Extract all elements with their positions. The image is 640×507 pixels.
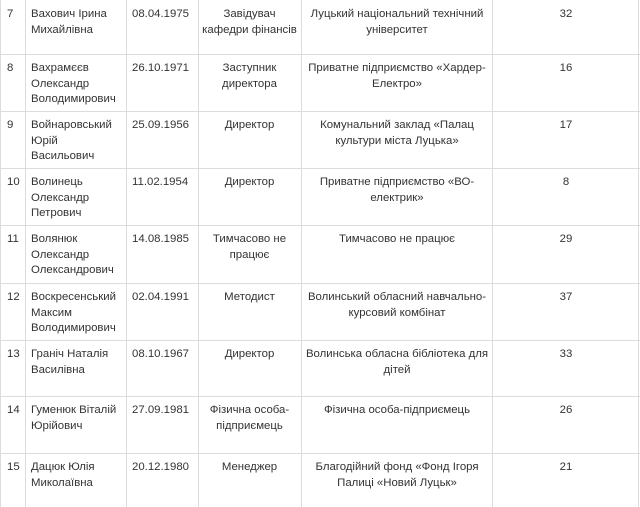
- cell-number: 14: [7, 404, 20, 416]
- cell-workplace: Благодійний фонд «Фонд Ігоря Палиці «Новий Луцьк»: [315, 461, 479, 489]
- table-row: [0, 340, 640, 396]
- table-row: [0, 453, 640, 507]
- cell-name: Граніч Наталія Василівна: [31, 348, 109, 376]
- cell-position: Директор: [224, 348, 275, 360]
- cell-name: Воскресенський Максим Володимирович: [31, 291, 116, 334]
- cell-number: 12: [7, 291, 20, 303]
- cell-workplace: Фізична особа-підприємець: [323, 404, 471, 416]
- table-row: [0, 283, 640, 340]
- cell-workplace: Комунальний заклад «Палац культури міста Луцька»: [320, 119, 474, 147]
- cell-count: 8: [562, 176, 570, 188]
- cell-count: 16: [559, 62, 573, 74]
- cell-birth-date: 11.02.1954: [132, 176, 189, 188]
- cell-count: 29: [559, 233, 573, 245]
- cell-count: 21: [559, 461, 573, 473]
- cell-number: 8: [7, 62, 14, 74]
- cell-birth-date: 02.04.1991: [132, 291, 190, 303]
- table-row: [0, 111, 640, 168]
- cell-birth-date: 25.09.1956: [132, 119, 190, 131]
- table-row: [0, 225, 640, 283]
- cell-name: Вахович Ірина Михайлівна: [31, 8, 107, 36]
- cell-number: 9: [7, 119, 14, 131]
- cell-number: 13: [7, 348, 20, 360]
- cell-number: 10: [7, 176, 20, 188]
- table-row: [0, 0, 640, 54]
- cell-position: Директор: [224, 119, 275, 131]
- cell-workplace: Тимчасово не працює: [338, 233, 455, 245]
- cell-birth-date: 08.10.1967: [132, 348, 190, 360]
- cell-position: Фізична особа-підприємець: [209, 404, 290, 432]
- cell-count: 26: [559, 404, 573, 416]
- table-row: [0, 54, 640, 111]
- cell-workplace: Приватне підприємство «ВО-електрик»: [319, 176, 475, 204]
- cell-count: 17: [559, 119, 573, 131]
- cell-workplace: Волинський обласний навчально-курсовий комбінат: [307, 291, 487, 319]
- cell-number: 7: [7, 8, 14, 20]
- cell-number: 15: [7, 461, 20, 473]
- cell-birth-date: 14.08.1985: [132, 233, 190, 245]
- cell-number: 11: [7, 233, 19, 245]
- cell-name: Дацюк Юлія Миколаївна: [31, 461, 95, 489]
- cell-workplace: Луцький національний технічний університет: [310, 8, 484, 36]
- cell-name: Гуменюк Віталій Юрійович: [31, 404, 117, 432]
- cell-birth-date: 27.09.1981: [132, 404, 190, 416]
- table-row: [0, 396, 640, 453]
- cell-birth-date: 20.12.1980: [132, 461, 190, 473]
- cell-name: Волинець Олександр Петрович: [31, 176, 90, 219]
- cell-count: 33: [559, 348, 573, 360]
- cell-name: Вахрамєєв Олександр Володимирович: [31, 62, 116, 105]
- cell-name: Волянюк Олександр Олександрович: [31, 233, 114, 276]
- cell-count: 37: [559, 291, 573, 303]
- cell-birth-date: 08.04.1975: [132, 8, 190, 20]
- cell-workplace: Волинська обласна бібліотека для дітей: [305, 348, 489, 376]
- cell-position: Завідувач кафедри фінансів: [202, 8, 297, 36]
- cell-position: Заступник директора: [222, 62, 277, 90]
- cell-position: Методист: [224, 291, 275, 303]
- table-row: [0, 168, 640, 225]
- cell-position: Менеджер: [221, 461, 278, 473]
- cell-name: Войнаровський Юрій Васильович: [31, 119, 112, 162]
- cell-count: 32: [559, 8, 573, 20]
- cell-position: Директор: [224, 176, 275, 188]
- cell-position: Тимчасово не працює: [212, 233, 287, 261]
- cell-workplace: Приватне підприємство «Хардер-Електро»: [308, 62, 486, 90]
- cell-birth-date: 26.10.1971: [132, 62, 190, 74]
